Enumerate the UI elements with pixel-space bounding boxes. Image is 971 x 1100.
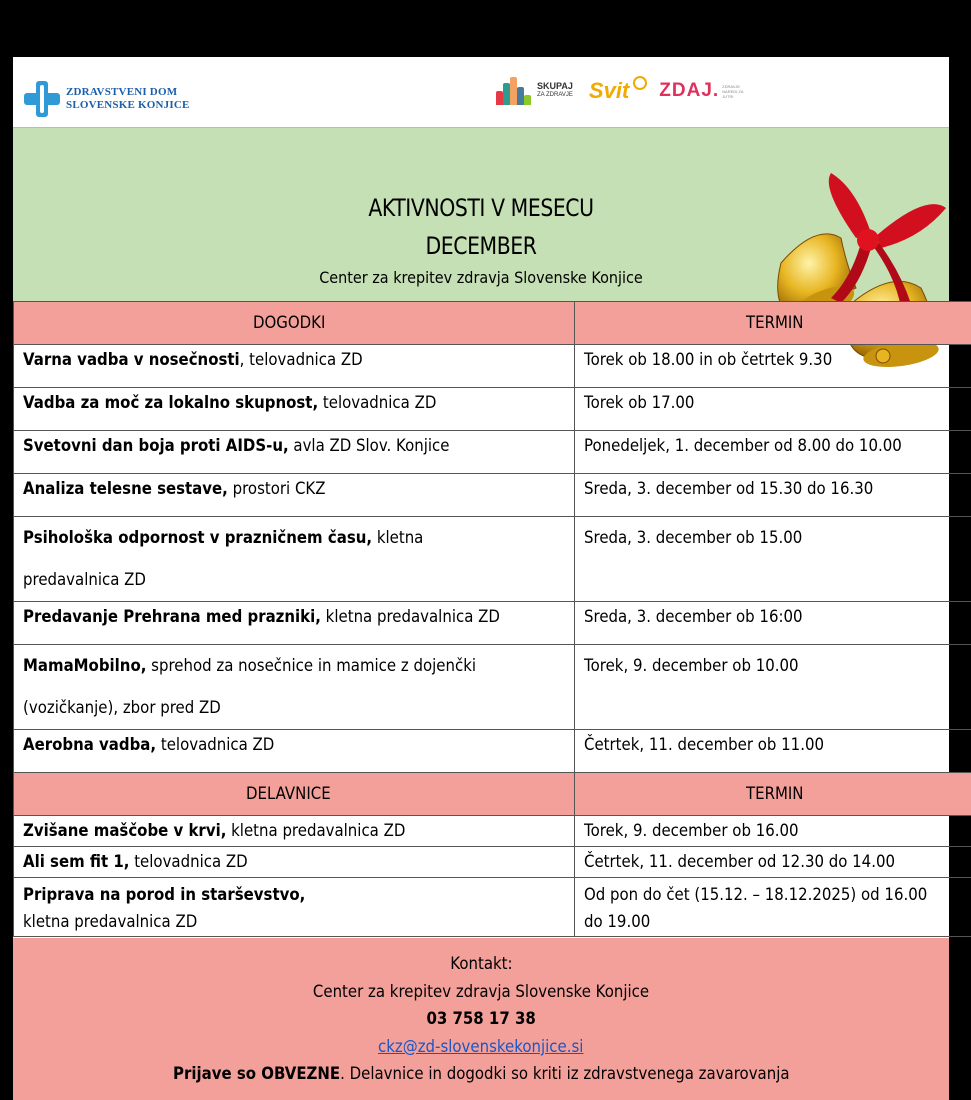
table-row: [14, 388, 971, 431]
events-header-row: [14, 302, 971, 345]
table-row: [14, 816, 971, 847]
event-term-cell: Torek ob 17.00: [574, 388, 971, 431]
zdaj-tagline: ZDRAVJE NAREDI ZA JUTRI: [722, 83, 744, 99]
events-column-header: DOGODKI: [14, 302, 575, 345]
page-title-line2: DECEMBER: [425, 232, 537, 260]
event-term-cell: Sreda, 3. december ob 16:00: [574, 602, 971, 645]
workshop-name-cell: Priprava na porod in starševstvo, kletna predavalnica ZD: [14, 878, 575, 937]
schedule-table: [13, 301, 971, 937]
event-name-cell: Psihološka odpornost v prazničnem času, kletna predavalnica ZD: [14, 517, 575, 602]
table-row: [14, 431, 971, 474]
workshop-term-cell: Torek, 9. december ob 16.00: [574, 816, 971, 847]
people-figures-icon: [496, 77, 534, 105]
skupaj-za-zdravje-logo: [496, 77, 573, 105]
event-name-cell: MamaMobilno, sprehod za nosečnice in mamice z dojenčki (vozičkanje), zbor pred ZD: [14, 645, 575, 730]
event-term-cell: Sreda, 3. december od 15.30 do 16.30: [574, 474, 971, 517]
medical-cross-logo-icon: [24, 81, 60, 117]
za-zdravje-label: ZA ZDRAVJE: [537, 92, 573, 98]
event-name-cell: Predavanje Prehrana med prazniki, kletna predavalnica ZD: [14, 602, 575, 645]
workshop-term-cell: Od pon do čet (15.12. – 18.12.2025) od 16.00 do 19.00: [574, 878, 971, 937]
header-bar: [13, 57, 949, 128]
registration-note: Prijave so OBVEZNE. Delavnice in dogodki so kriti iz zdravstvenega zavarovanja: [172, 1064, 790, 1084]
svit-logo: Svit: [588, 78, 630, 103]
org-name-line1: ZDRAVSTVENI DOM: [66, 86, 178, 98]
workshop-name-cell: Ali sem fit 1, telovadnica ZD: [14, 847, 575, 878]
workshops-header-row: [14, 773, 971, 816]
table-row: [14, 645, 971, 730]
table-row: [14, 847, 971, 878]
page-subtitle: Center za krepitev zdravja Slovenske Konjice: [319, 268, 643, 287]
event-name-cell: Aerobna vadba, telovadnica ZD: [14, 730, 575, 773]
title-band: [13, 128, 949, 301]
table-row: [14, 878, 971, 937]
event-term-cell: Ponedeljek, 1. december od 8.00 do 10.00: [574, 431, 971, 474]
workshops-column-header: DELAVNICE: [14, 773, 575, 816]
event-term-cell: Sreda, 3. december ob 15.00: [574, 517, 971, 602]
table-row: [14, 602, 971, 645]
workshop-term-cell: Četrtek, 11. december od 12.30 do 14.00: [574, 847, 971, 878]
magnifier-icon: [633, 76, 647, 90]
workshop-name-cell: Zvišane maščobe v krvi, kletna predavalnica ZD: [14, 816, 575, 847]
term-column-header: TERMIN: [574, 302, 971, 345]
event-name-cell: Svetovni dan boja proti AIDS-u, avla ZD Slov. Konjice: [14, 431, 575, 474]
table-row: [14, 517, 971, 602]
partner-logos: [496, 77, 746, 105]
event-term-cell: Četrtek, 11. december ob 11.00: [574, 730, 971, 773]
skupaj-label: SKUPAJ: [537, 81, 573, 91]
event-term-cell: Torek, 9. december ob 10.00: [574, 645, 971, 730]
contact-label: Kontakt:: [449, 954, 513, 974]
event-name-cell: Analiza telesne sestave, prostori CKZ: [14, 474, 575, 517]
term-column-header: TERMIN: [574, 773, 971, 816]
phone-number: 03 758 17 38: [426, 1009, 536, 1029]
zd-logo: [24, 81, 190, 117]
table-row: [14, 345, 971, 388]
contact-footer: [13, 938, 949, 1100]
poster: [13, 57, 949, 1100]
event-name-cell: Varna vadba v nosečnosti, telovadnica ZD: [14, 345, 575, 388]
page-title-line1: AKTIVNOSTI V MESECU: [368, 194, 594, 222]
event-term-cell: Torek ob 18.00 in ob četrtek 9.30: [574, 345, 971, 388]
center-name: Center za krepitev zdravja Slovenske Konjice: [312, 982, 650, 1002]
event-name-cell: Vadba za moč za lokalno skupnost, telovadnica ZD: [14, 388, 575, 431]
email-link[interactable]: ckz@zd-slovenskekonjice.si: [378, 1037, 584, 1057]
zdaj-logo: ZDAJ.: [659, 80, 720, 101]
table-row: [14, 474, 971, 517]
org-name-line2: SLOVENSKE KONJICE: [66, 99, 190, 111]
table-row: [14, 730, 971, 773]
